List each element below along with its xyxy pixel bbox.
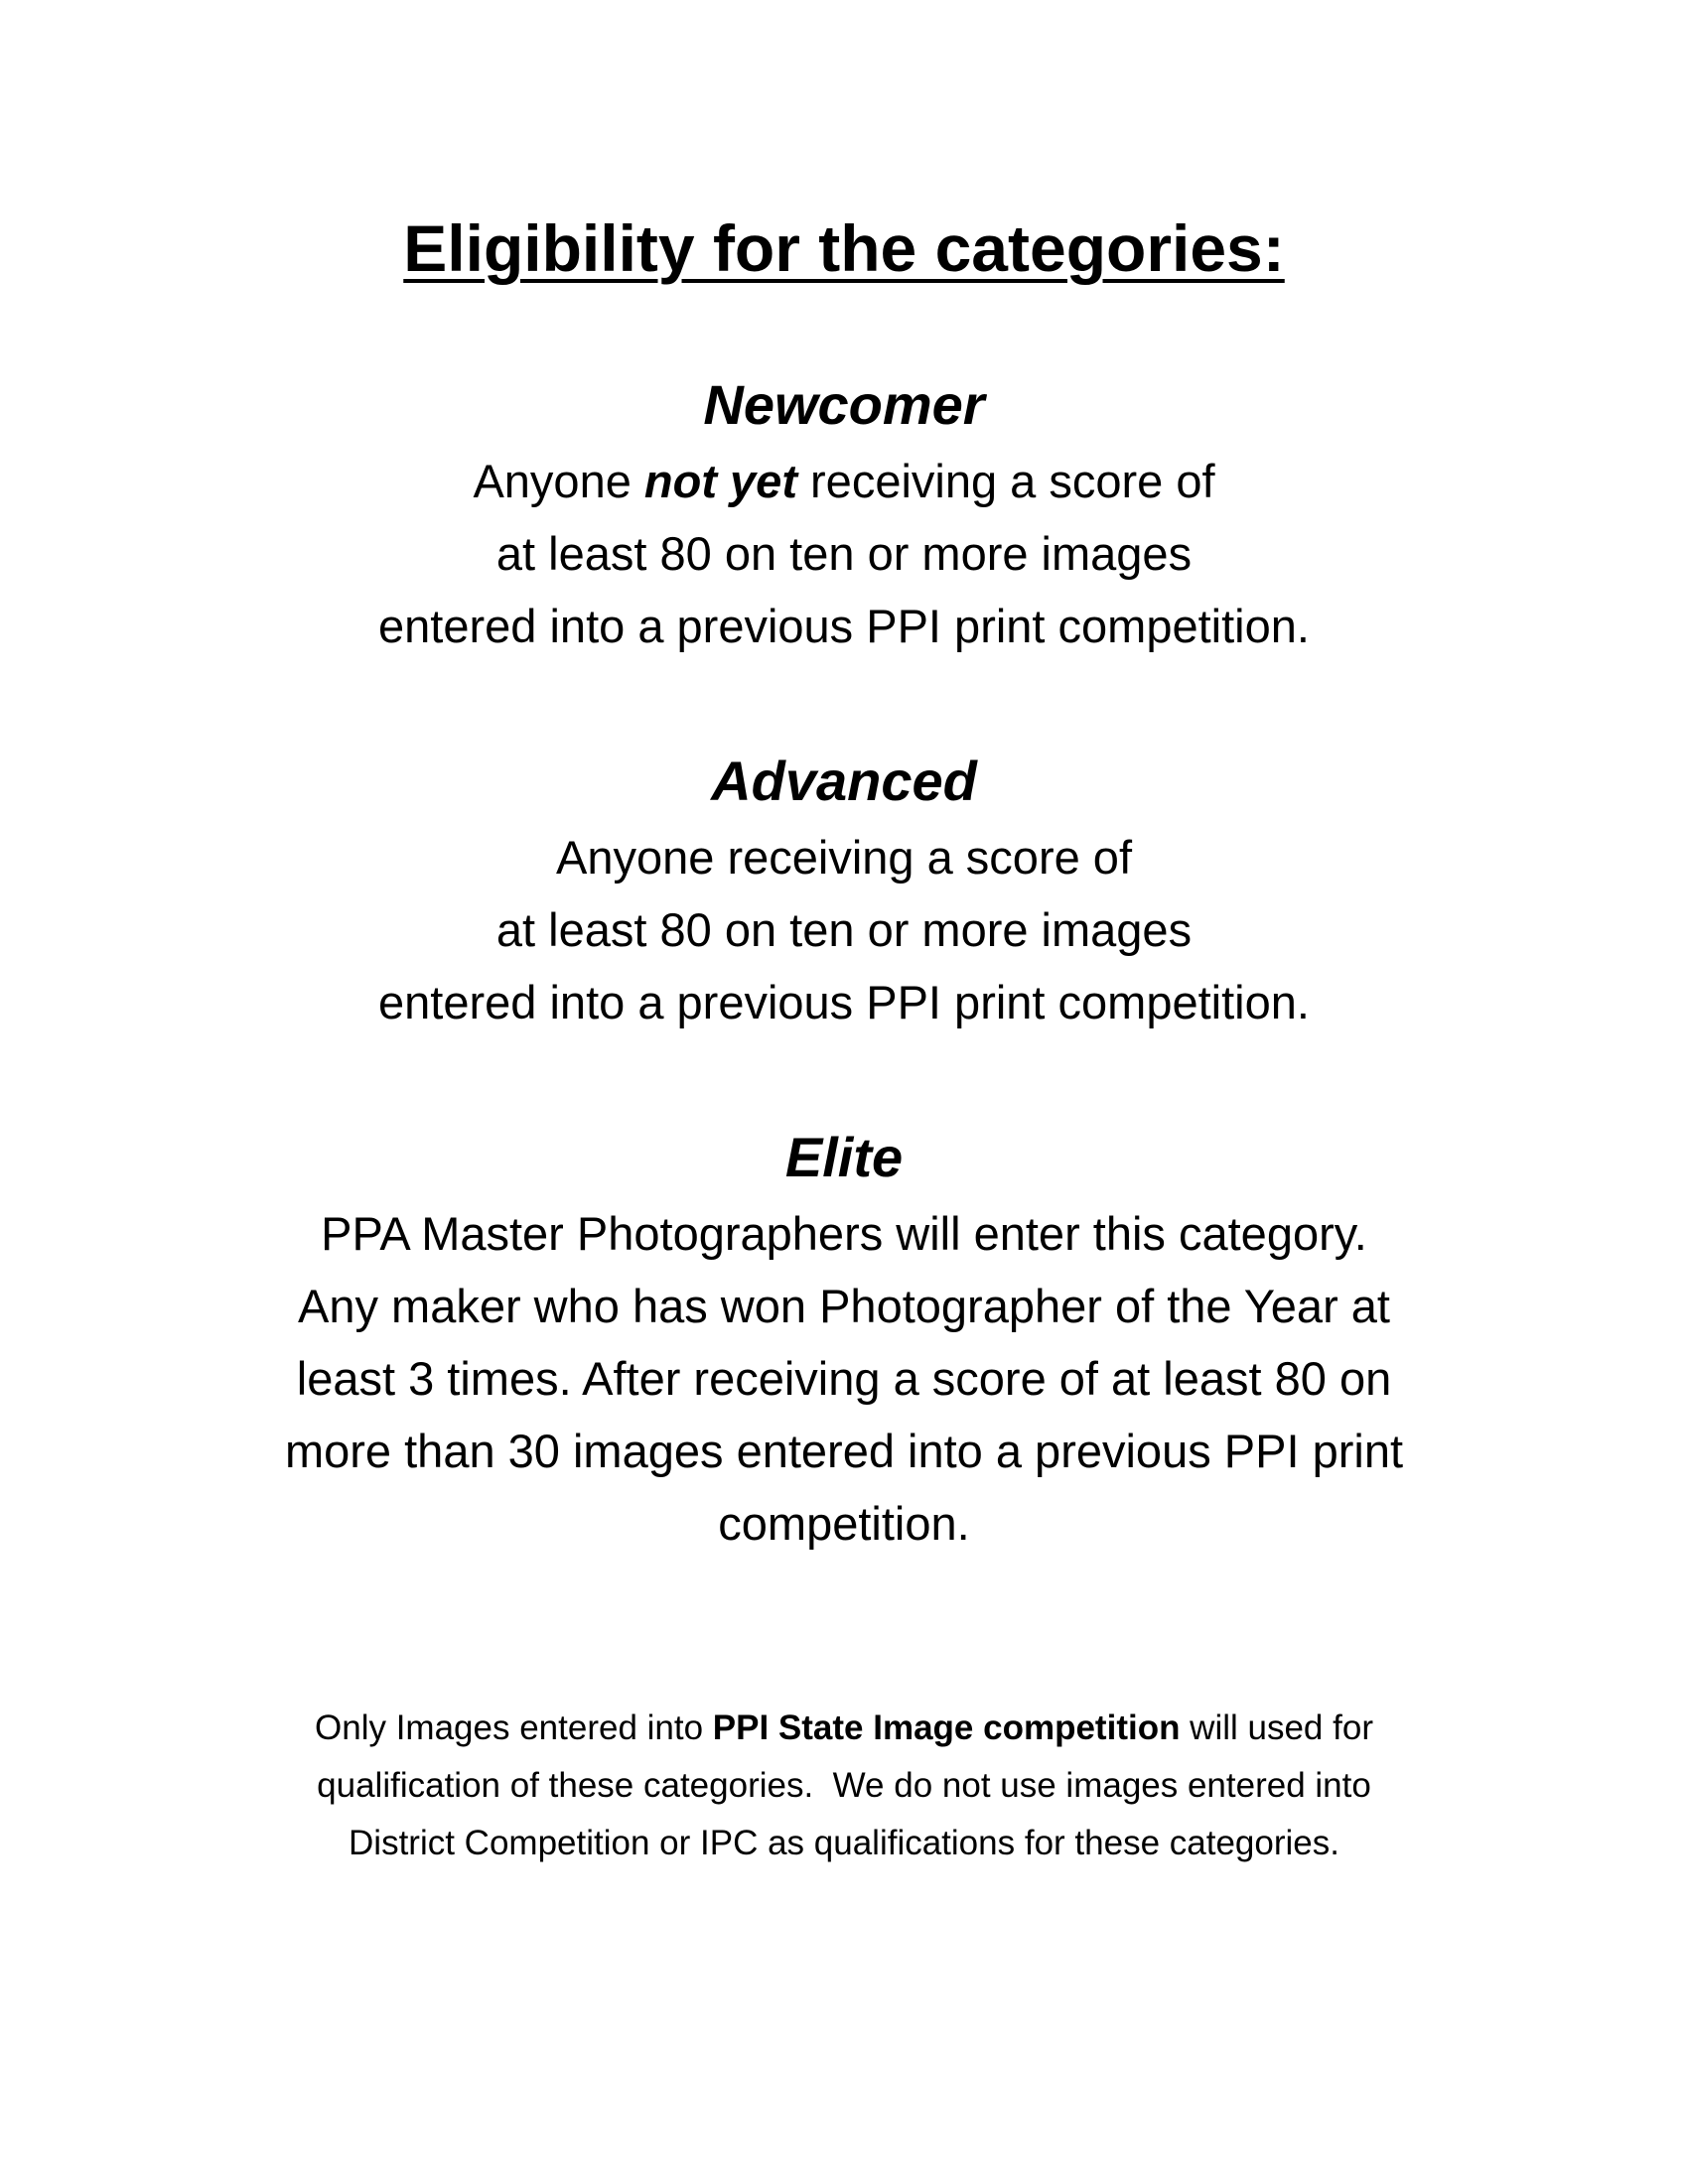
- elite-heading: Elite: [784, 1126, 904, 1188]
- note-line-1-start: Only Images entered into: [315, 1708, 713, 1747]
- advanced-line-3: entered into a previous PPI print competition.: [378, 976, 1310, 1028]
- newcomer-heading: Newcomer: [703, 373, 985, 436]
- newcomer-line-3: entered into a previous PPI print competition.: [378, 600, 1310, 652]
- page-title: [0, 204, 1688, 293]
- advanced-heading: Advanced: [711, 750, 977, 812]
- newcomer-emphasis: not yet: [643, 455, 797, 507]
- newcomer-line-1: [0, 445, 1688, 517]
- note-line-3: District Competition or IPC as qualifications for these categories.: [349, 1824, 1339, 1862]
- elite-line-1: PPA Master Photographers will enter this category.: [321, 1207, 1367, 1260]
- page-title-text: Eligibility for the categories:: [403, 211, 1285, 285]
- advanced-line-2: at least 80 on ten or more images: [495, 903, 1193, 956]
- newcomer-line-1-end: receiving a score of: [796, 455, 1215, 507]
- note-line-2: qualification of these categories. We do not use images entered into: [317, 1766, 1371, 1805]
- qualification-note: [0, 1700, 1688, 1872]
- advanced-line-1: Anyone receiving a score of: [556, 831, 1132, 884]
- newcomer-line-2: at least 80 on ten or more images: [495, 527, 1193, 580]
- elite-line-3: least 3 times. After receiving a score of at least 80 on: [296, 1352, 1392, 1405]
- note-line-1: [0, 1700, 1688, 1757]
- elite-line-5: competition.: [718, 1497, 970, 1550]
- advanced-section: [0, 742, 1688, 1038]
- elite-line-4: more than 30 images entered into a previous PPI print: [284, 1425, 1404, 1477]
- note-bold-text: PPI State Image competition: [712, 1708, 1181, 1747]
- note-line-1-end: will used for: [1180, 1708, 1373, 1747]
- newcomer-section: [0, 365, 1688, 662]
- elite-line-2: Any maker who has won Photographer of the Year at: [298, 1280, 1390, 1332]
- elite-section: [0, 1118, 1688, 1560]
- newcomer-line-1-start: Anyone: [473, 455, 644, 507]
